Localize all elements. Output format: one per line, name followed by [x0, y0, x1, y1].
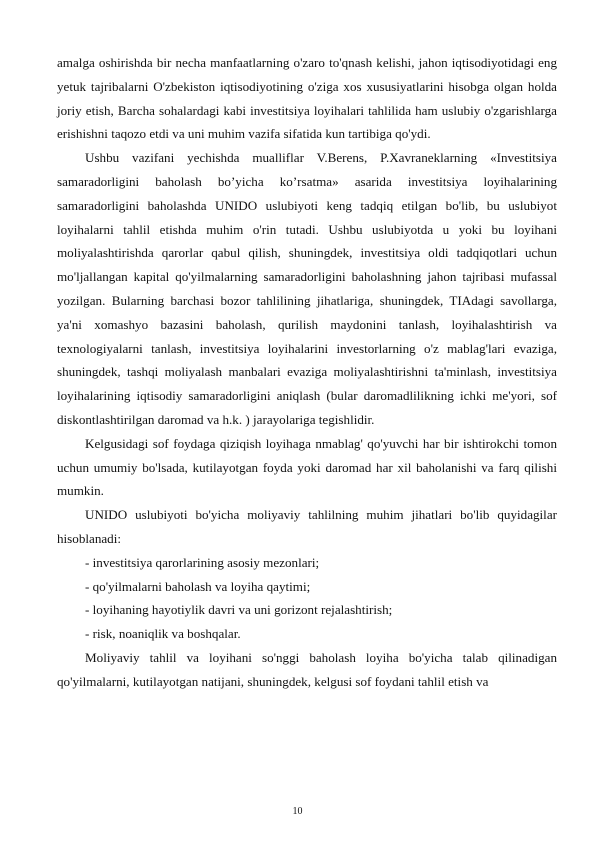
paragraph-continuation: amalga oshirishda bir necha manfaatlarning o'zaro to'qnash kelishi, jahon iqtisodiyotidagi eng yetuk tajribalarni O'zbekiston iqtisodiyotining o'ziga xos xususiyatlarini hisobga olgan holda joriy etish, Barcha sohalardagi kabi investitsiya loyihalari tahlilida ham uslubiy o'zgarishlarga erishishni taqozo etdi va uni muhim vazifa sifatida kun tartibiga qo'ydi.	[57, 55, 557, 142]
list-item: - investitsiya qarorlarining asosiy mezonlari;	[85, 554, 320, 570]
paragraph-unido-methodology: Ushbu vazifani yechishda mualliflar V.Berens, P.Xavraneklarning «Investitsiya samaradorligini baholash bo’yicha ko’rsatma» asarida investitsiya loyihalarining samaradorligini baholashda UNIDO uslubiyoti keng tadqiq etilgan bo'lib, bu uslubiyot loyihalarni tahlil etishda muhim o'rin tutadi. Ushbu uslubiyotda u yoki bu loyihani moliyalashtirishda qarorlar qabul qilish, shuningdek, investitsiya oldi tadqiqotlari uchun mo'ljallangan kapital qo'yilmalarning samaradorligini baholashning jahon tajribasi mufassal yozilgan. Bularning barchasi bozor tahlilining jihatlariga, shuningdek, TIAdagi savollarga, ya'ni xomashyo bazasini baholash, qurilish maydonini tanlash, loyihalashtirish va texnologiyalarni tanlash, investitsiya loyihalarini investorlarning o'z mablag'lari evaziga, shuningdek, tashqi moliyalash manbalari evaziga moliyalashtirishni ta'minlash, investitsiya loyihalarining iqtisodiy samaradorligini aniqlash (bular daromadlilikning ichki me'yori, sof diskontlashtirilgan daromad va h.k. ) jarayolariga tegishlidir.	[57, 150, 557, 427]
list-item: - risk, noaniqlik va boshqalar.	[85, 626, 241, 642]
list-item: - qo'yilmalarni baholash va loyiha qaytimi;	[85, 578, 311, 594]
paragraph-final-evaluation: Moliyaviy tahlil va loyihani so'nggi baholash loyiha bo'yicha talab qilinadigan qo'yilmalarni, kutilayotgan natijani, shuningdek, kelgusi sof foydani tahlil etish va	[57, 649, 557, 689]
document-body	[57, 51, 557, 694]
paragraph-financial-analysis-aspects: UNIDO uslubiyoti bo'yicha moliyaviy tahlilning muhim jihatlari bo'lib quyidagilar hisoblanadi:	[57, 507, 557, 546]
paragraph-net-profit: Kelgusidagi sof foydaga qiziqish loyihaga nmablag' qo'yuvchi har bir ishtirokchi tomon uchun umumiy bo'lsada, kutilayotgan foyda yoki daromad har xil baholanishi va farq qilishi mumkin.	[57, 435, 557, 499]
page-number: 10	[292, 806, 303, 817]
list-item: - loyihaning hayotiylik davri va uni gorizont rejalashtirish;	[85, 602, 393, 618]
